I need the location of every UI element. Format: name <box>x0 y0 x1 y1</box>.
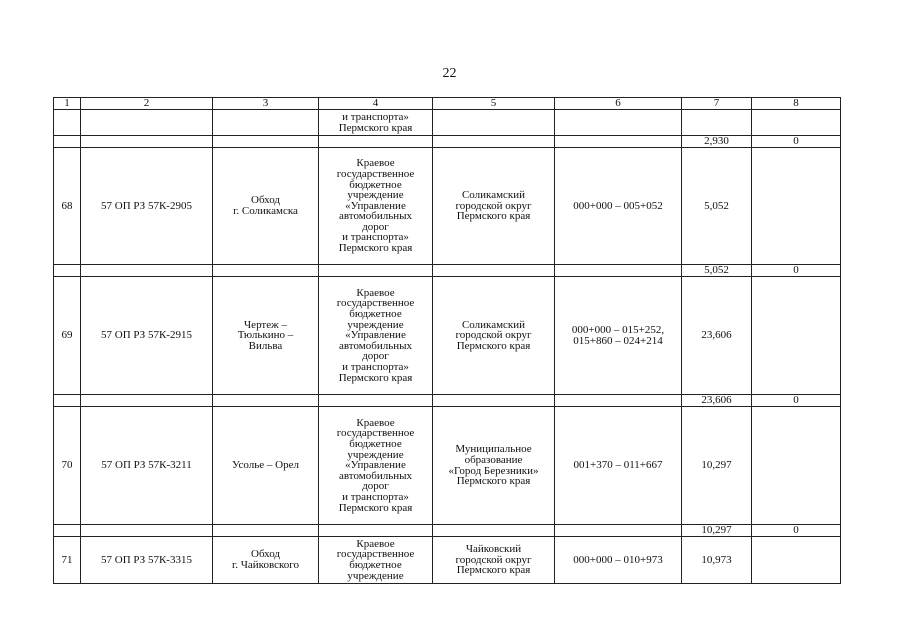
owner-line: Пермского края <box>338 121 413 134</box>
subtotal-row <box>54 136 841 148</box>
owner-line: Пермского края <box>338 371 413 384</box>
subtotal-empty-cell <box>433 395 555 407</box>
road-name-line: Чертеж – <box>244 318 287 331</box>
location-cell <box>433 407 555 525</box>
km-range-line: 000+000 – 015+252, <box>571 323 665 336</box>
subtotal-row <box>54 265 841 277</box>
road-id-cell: 57 ОП РЗ 57К-2915 <box>81 277 213 395</box>
owner-line: Пермского края <box>338 501 413 514</box>
owner-line: и транспорта» <box>342 110 409 123</box>
subtotal-empty-cell <box>555 525 682 537</box>
length-cell: 5,052 <box>682 148 752 265</box>
subtotal-empty-cell <box>319 136 433 148</box>
subtotal-row <box>54 525 841 537</box>
owner-line: автомобильных <box>339 469 412 482</box>
owner-line: бюджетное <box>349 438 402 451</box>
location-line: «Город Березники» <box>448 464 539 477</box>
km-range-line: 015+860 – 024+214 <box>573 334 663 347</box>
location-line: Соликамский <box>461 318 526 331</box>
column-number: 3 <box>213 98 319 110</box>
road-name-line: Обход <box>251 548 280 561</box>
road-row <box>54 537 841 584</box>
road-name-line: г. Чайковского <box>231 559 299 571</box>
column-number: 1 <box>54 98 81 110</box>
subtotal-empty-cell <box>213 136 319 148</box>
owner-line: бюджетное <box>349 308 402 321</box>
owner-line: государственное <box>336 427 415 440</box>
km-range-cell <box>555 110 682 136</box>
column-number: 4 <box>319 98 433 110</box>
owner-line: автомобильных <box>339 210 412 223</box>
owner-cell <box>319 537 433 584</box>
road-register-table <box>53 97 841 584</box>
owner-line: Краевое <box>356 286 395 299</box>
km-range-cell <box>555 277 682 395</box>
column-number: 6 <box>555 98 682 110</box>
owner-line: учреждение <box>347 318 404 331</box>
location-cell <box>433 537 555 584</box>
location-cell <box>433 110 555 136</box>
owner-line: и транспорта» <box>342 360 409 373</box>
road-id-cell: 57 ОП РЗ 57К-3211 <box>81 407 213 525</box>
subtotal-col8: 0 <box>752 136 841 148</box>
road-name-cell <box>213 148 319 265</box>
road-id-cell <box>81 110 213 136</box>
road-row <box>54 407 841 525</box>
col8-cell <box>752 110 841 136</box>
length-cell: 23,606 <box>682 277 752 395</box>
subtotal-empty-cell <box>54 525 81 537</box>
owner-cell <box>319 277 433 395</box>
subtotal-empty-cell <box>213 265 319 277</box>
road-id-cell: 57 ОП РЗ 57К-3315 <box>81 537 213 584</box>
subtotal-empty-cell <box>81 525 213 537</box>
subtotal-length: 23,606 <box>682 395 752 407</box>
owner-line: Краевое <box>356 416 395 429</box>
continuation-row <box>54 110 841 136</box>
owner-line: учреждение <box>347 448 404 461</box>
subtotal-empty-cell <box>433 136 555 148</box>
length-cell: 10,973 <box>682 537 752 584</box>
subtotal-empty-cell <box>319 395 433 407</box>
road-name-line: Обход <box>251 194 280 207</box>
location-cell <box>433 148 555 265</box>
location-line: Соликамский <box>461 189 526 202</box>
km-range-cell <box>555 407 682 525</box>
owner-line: бюджетное <box>349 559 402 571</box>
location-line: образование <box>464 453 523 466</box>
page-number: 22 <box>442 66 457 81</box>
subtotal-empty-cell <box>319 525 433 537</box>
subtotal-row <box>54 395 841 407</box>
owner-line: «Управление <box>345 329 406 342</box>
km-range-cell <box>555 148 682 265</box>
length-cell <box>682 110 752 136</box>
subtotal-empty-cell <box>81 395 213 407</box>
owner-line: автомобильных <box>339 339 412 352</box>
location-line: Чайковский <box>465 543 522 556</box>
km-range-line: 000+000 – 005+052 <box>573 199 663 212</box>
road-name-cell <box>213 110 319 136</box>
road-row <box>54 277 841 395</box>
owner-line: Пермского края <box>338 242 413 255</box>
length-cell: 10,297 <box>682 407 752 525</box>
road-name-line: Усолье – Орел <box>232 459 299 472</box>
col8-cell <box>752 148 841 265</box>
km-range-cell <box>555 537 682 584</box>
subtotal-empty-cell <box>81 136 213 148</box>
row-number-cell <box>54 110 81 136</box>
owner-line: Краевое <box>356 537 395 550</box>
location-line: Пермского края <box>456 210 531 223</box>
location-line: городской округ <box>455 553 532 566</box>
location-line: Пермского края <box>456 564 531 577</box>
owner-line: и транспорта» <box>342 490 409 503</box>
owner-line: «Управление <box>345 459 406 472</box>
road-name-cell <box>213 277 319 395</box>
owner-cell <box>319 148 433 265</box>
subtotal-empty-cell <box>555 265 682 277</box>
road-row <box>54 148 841 265</box>
subtotal-empty-cell <box>54 136 81 148</box>
col8-cell <box>752 407 841 525</box>
road-name-line: Тюлькино – <box>237 329 294 342</box>
owner-cell <box>319 110 433 136</box>
subtotal-length: 10,297 <box>682 525 752 537</box>
column-number: 8 <box>752 98 841 110</box>
subtotal-empty-cell <box>319 265 433 277</box>
owner-line: учреждение <box>347 569 404 582</box>
col8-cell <box>752 537 841 584</box>
location-cell <box>433 277 555 395</box>
owner-line: государственное <box>336 548 415 561</box>
owner-line: дорог <box>362 220 389 233</box>
row-number-cell: 68 <box>54 148 81 265</box>
km-range-line: 001+370 – 011+667 <box>573 459 663 472</box>
subtotal-col8: 0 <box>752 265 841 277</box>
column-number: 7 <box>682 98 752 110</box>
location-line: городской округ <box>455 329 532 342</box>
km-range-line: 000+000 – 010+973 <box>573 553 663 566</box>
owner-line: учреждение <box>347 189 404 202</box>
owner-line: Краевое <box>356 157 395 170</box>
subtotal-empty-cell <box>555 395 682 407</box>
row-number-cell: 71 <box>54 537 81 584</box>
row-number-cell: 69 <box>54 277 81 395</box>
owner-line: дорог <box>362 480 389 493</box>
subtotal-col8: 0 <box>752 525 841 537</box>
subtotal-empty-cell <box>213 395 319 407</box>
owner-line: и транспорта» <box>342 231 409 244</box>
row-number-cell: 70 <box>54 407 81 525</box>
owner-cell <box>319 407 433 525</box>
road-name-cell <box>213 407 319 525</box>
location-line: Пермского края <box>456 339 531 352</box>
owner-line: бюджетное <box>349 178 402 191</box>
subtotal-empty-cell <box>54 395 81 407</box>
road-name-line: Вильва <box>248 339 283 352</box>
subtotal-empty-cell <box>433 265 555 277</box>
location-line: Муниципальное <box>455 443 532 456</box>
owner-line: государственное <box>336 297 415 310</box>
location-line: Пермского края <box>456 475 531 488</box>
owner-line: дорог <box>362 350 389 363</box>
subtotal-empty-cell <box>555 136 682 148</box>
road-name-line: г. Соликамска <box>233 205 298 217</box>
subtotal-length: 2,930 <box>682 136 752 148</box>
road-id-cell: 57 ОП РЗ 57К-2905 <box>81 148 213 265</box>
subtotal-empty-cell <box>433 525 555 537</box>
subtotal-empty-cell <box>54 265 81 277</box>
location-line: городской округ <box>455 199 532 212</box>
subtotal-col8: 0 <box>752 395 841 407</box>
road-name-cell <box>213 537 319 584</box>
owner-line: государственное <box>336 167 415 180</box>
column-number: 2 <box>81 98 213 110</box>
subtotal-empty-cell <box>81 265 213 277</box>
owner-line: «Управление <box>345 199 406 212</box>
subtotal-length: 5,052 <box>682 265 752 277</box>
col8-cell <box>752 277 841 395</box>
column-number-row <box>54 98 841 110</box>
column-number: 5 <box>433 98 555 110</box>
subtotal-empty-cell <box>213 525 319 537</box>
